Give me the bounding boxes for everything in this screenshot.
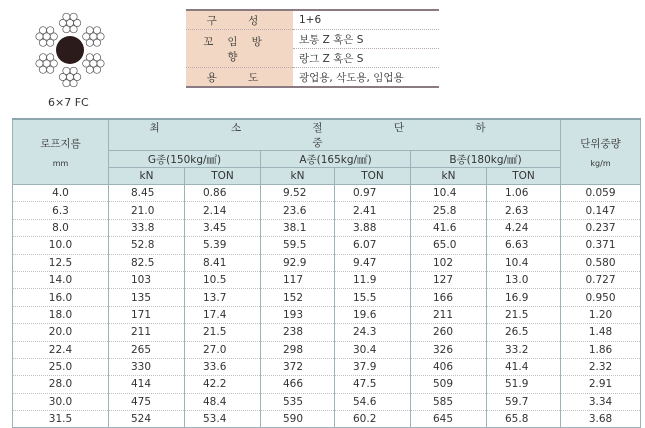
header-g-kn: kN: [109, 168, 185, 185]
table-cell: 16.0: [13, 289, 109, 306]
wire-shape: [70, 80, 77, 87]
table-cell: 102: [411, 254, 487, 271]
table-cell: 24.3: [335, 324, 411, 341]
table-row: [13, 393, 641, 410]
table-cell: 26.5: [487, 324, 561, 341]
table-cell: 65.0: [411, 237, 487, 254]
header-rope-diameter-unit: mm: [52, 159, 69, 168]
table-cell: 645: [411, 411, 487, 428]
wire-shape: [93, 66, 100, 73]
table-row: [13, 219, 641, 236]
wire-shape: [47, 66, 54, 73]
table-cell: 466: [261, 376, 335, 393]
wire-shape: [70, 26, 77, 33]
table-row: [13, 358, 641, 375]
table-cell: 166: [411, 289, 487, 306]
table-cell: 590: [261, 411, 335, 428]
header-rope-diameter: [13, 119, 109, 185]
table-cell: 10.4: [487, 254, 561, 271]
table-cell: 51.9: [487, 376, 561, 393]
table-row: [13, 185, 641, 202]
wire-shape: [63, 13, 70, 20]
table-cell: 2.91: [561, 376, 641, 393]
table-cell: 13.0: [487, 271, 561, 288]
table-row: [13, 341, 641, 358]
table-cell: 41.6: [411, 219, 487, 236]
table-cell: 3.45: [185, 219, 261, 236]
table-cell: 524: [109, 411, 185, 428]
header-grade-b: B종(180kg/㎟): [411, 151, 561, 168]
table-cell: 475: [109, 393, 185, 410]
table-cell: 41.4: [487, 358, 561, 375]
table-cell: 33.2: [487, 341, 561, 358]
table-cell: 1.86: [561, 341, 641, 358]
table-cell: 298: [261, 341, 335, 358]
table-cell: 47.5: [335, 376, 411, 393]
table-cell: 8.0: [13, 219, 109, 236]
wire-shape: [47, 54, 54, 61]
header-grade-g: G종(150kg/㎟): [109, 151, 261, 168]
table-cell: 265: [109, 341, 185, 358]
table-cell: 6.63: [487, 237, 561, 254]
table-cell: 9.47: [335, 254, 411, 271]
wire-shape: [93, 27, 100, 34]
table-cell: 585: [411, 393, 487, 410]
table-cell: 1.20: [561, 306, 641, 323]
table-cell: 38.1: [261, 219, 335, 236]
table-cell: 4.24: [487, 219, 561, 236]
table-cell: 330: [109, 358, 185, 375]
table-cell: 20.0: [13, 324, 109, 341]
table-cell: 3.34: [561, 393, 641, 410]
table-cell: 10.0: [13, 237, 109, 254]
table-cell: 260: [411, 324, 487, 341]
table-cell: 103: [109, 271, 185, 288]
table-cell: 25.8: [411, 202, 487, 219]
table-cell: 2.41: [335, 202, 411, 219]
table-row: [13, 411, 641, 428]
header-rope-diameter-label: 로프지름: [40, 138, 81, 150]
table-cell: 6.3: [13, 202, 109, 219]
wire-shape: [70, 67, 77, 74]
fiber-core-shape: [56, 36, 84, 64]
table-cell: 3.68: [561, 411, 641, 428]
table-cell: 0.86: [185, 185, 261, 202]
table-cell: 12.5: [13, 254, 109, 271]
table-cell: 2.63: [487, 202, 561, 219]
table-cell: 135: [109, 289, 185, 306]
table-cell: 42.2: [185, 376, 261, 393]
table-cell: 4.0: [13, 185, 109, 202]
table-cell: 0.97: [335, 185, 411, 202]
table-cell: 21.0: [109, 202, 185, 219]
table-cell: 3.88: [335, 219, 411, 236]
header-a-ton: TON: [335, 168, 411, 185]
table-cell: 0.727: [561, 271, 641, 288]
wire-shape: [86, 27, 93, 34]
table-cell: 30.0: [13, 393, 109, 410]
table-cell: 0.371: [561, 237, 641, 254]
wire-shape: [70, 13, 77, 20]
table-cell: 23.6: [261, 202, 335, 219]
table-cell: 52.8: [109, 237, 185, 254]
table-cell: 0.580: [561, 254, 641, 271]
table-cell: 171: [109, 306, 185, 323]
table-cell: 27.0: [185, 341, 261, 358]
wire-shape: [93, 39, 100, 46]
table-cell: 1.48: [561, 324, 641, 341]
wire-shape: [47, 39, 54, 46]
table-cell: 127: [411, 271, 487, 288]
table-cell: 372: [261, 358, 335, 375]
table-row: [13, 376, 641, 393]
wire-shape: [86, 54, 93, 61]
table-row: [13, 254, 641, 271]
table-cell: 30.4: [335, 341, 411, 358]
spec-value-lang-lay: 랑그 Z 혹은 S: [293, 49, 439, 68]
wire-shape: [39, 27, 46, 34]
table-cell: 21.5: [185, 324, 261, 341]
table-cell: 10.4: [411, 185, 487, 202]
table-cell: 18.0: [13, 306, 109, 323]
header-a-kn: kN: [261, 168, 335, 185]
table-row: [13, 237, 641, 254]
table-cell: 15.5: [335, 289, 411, 306]
table-cell: 25.0: [13, 358, 109, 375]
spec-label-lay-direction: 꼬임방향: [186, 30, 293, 68]
table-cell: 13.7: [185, 289, 261, 306]
table-cell: 17.4: [185, 306, 261, 323]
header-unit-weight: [561, 119, 641, 185]
table-cell: 152: [261, 289, 335, 306]
header-b-ton: TON: [487, 168, 561, 185]
table-cell: 10.5: [185, 271, 261, 288]
table-cell: 0.147: [561, 202, 641, 219]
rope-cross-section-diagram: [20, 8, 120, 92]
header-grade-a: A종(165kg/㎟): [261, 151, 411, 168]
table-cell: 53.4: [185, 411, 261, 428]
table-row: [13, 202, 641, 219]
table-cell: 16.9: [487, 289, 561, 306]
table-cell: 2.32: [561, 358, 641, 375]
wire-shape: [47, 27, 54, 34]
table-cell: 326: [411, 341, 487, 358]
spec-label-composition: 구 성: [186, 10, 293, 30]
spec-value-ordinary-lay: 보통 Z 혹은 S: [293, 30, 439, 49]
table-cell: 211: [109, 324, 185, 341]
table-cell: 28.0: [13, 376, 109, 393]
table-cell: 6.07: [335, 237, 411, 254]
header-unit-weight-unit: kg/m: [590, 159, 611, 168]
header-unit-weight-label: 단위중량: [580, 138, 621, 150]
wire-shape: [63, 67, 70, 74]
wire-shape: [39, 54, 46, 61]
table-cell: 60.2: [335, 411, 411, 428]
rope-caption: 6×7 FC: [48, 96, 89, 109]
table-cell: 0.059: [561, 185, 641, 202]
table-cell: 509: [411, 376, 487, 393]
table-cell: 33.6: [185, 358, 261, 375]
spec-value-usage: 광업용, 삭도용, 임업용: [293, 68, 439, 88]
table-cell: 8.41: [185, 254, 261, 271]
table-row: [13, 324, 641, 341]
table-cell: 11.9: [335, 271, 411, 288]
table-cell: 31.5: [13, 411, 109, 428]
table-row: [13, 271, 641, 288]
table-cell: 82.5: [109, 254, 185, 271]
table-row: [13, 306, 641, 323]
table-cell: 238: [261, 324, 335, 341]
header-min-breaking-load-text: 최 소 절 단 하 중: [149, 122, 520, 149]
table-cell: 5.39: [185, 237, 261, 254]
table-cell: 535: [261, 393, 335, 410]
table-cell: 65.8: [487, 411, 561, 428]
table-cell: 48.4: [185, 393, 261, 410]
table-cell: 406: [411, 358, 487, 375]
table-cell: 211: [411, 306, 487, 323]
table-row: [13, 289, 641, 306]
table-cell: 19.6: [335, 306, 411, 323]
wire-shape: [93, 54, 100, 61]
table-cell: 37.9: [335, 358, 411, 375]
table-cell: 92.9: [261, 254, 335, 271]
spec-label-usage: 용 도: [186, 68, 293, 88]
table-cell: 8.45: [109, 185, 185, 202]
breaking-load-table: [12, 118, 641, 428]
table-cell: 9.52: [261, 185, 335, 202]
table-cell: 1.06: [487, 185, 561, 202]
spec-value-composition: 1+6: [293, 10, 439, 30]
table-cell: 59.5: [261, 237, 335, 254]
table-cell: 0.950: [561, 289, 641, 306]
table-cell: 117: [261, 271, 335, 288]
table-cell: 22.4: [13, 341, 109, 358]
table-cell: 59.7: [487, 393, 561, 410]
table-cell: 0.237: [561, 219, 641, 236]
table-cell: 2.14: [185, 202, 261, 219]
table-cell: 14.0: [13, 271, 109, 288]
table-cell: 414: [109, 376, 185, 393]
header-g-ton: TON: [185, 168, 261, 185]
header-b-kn: kN: [411, 168, 487, 185]
spec-table: [186, 9, 439, 88]
header-min-breaking-load: [109, 119, 561, 151]
table-cell: 33.8: [109, 219, 185, 236]
table-cell: 21.5: [487, 306, 561, 323]
table-cell: 193: [261, 306, 335, 323]
table-cell: 54.6: [335, 393, 411, 410]
